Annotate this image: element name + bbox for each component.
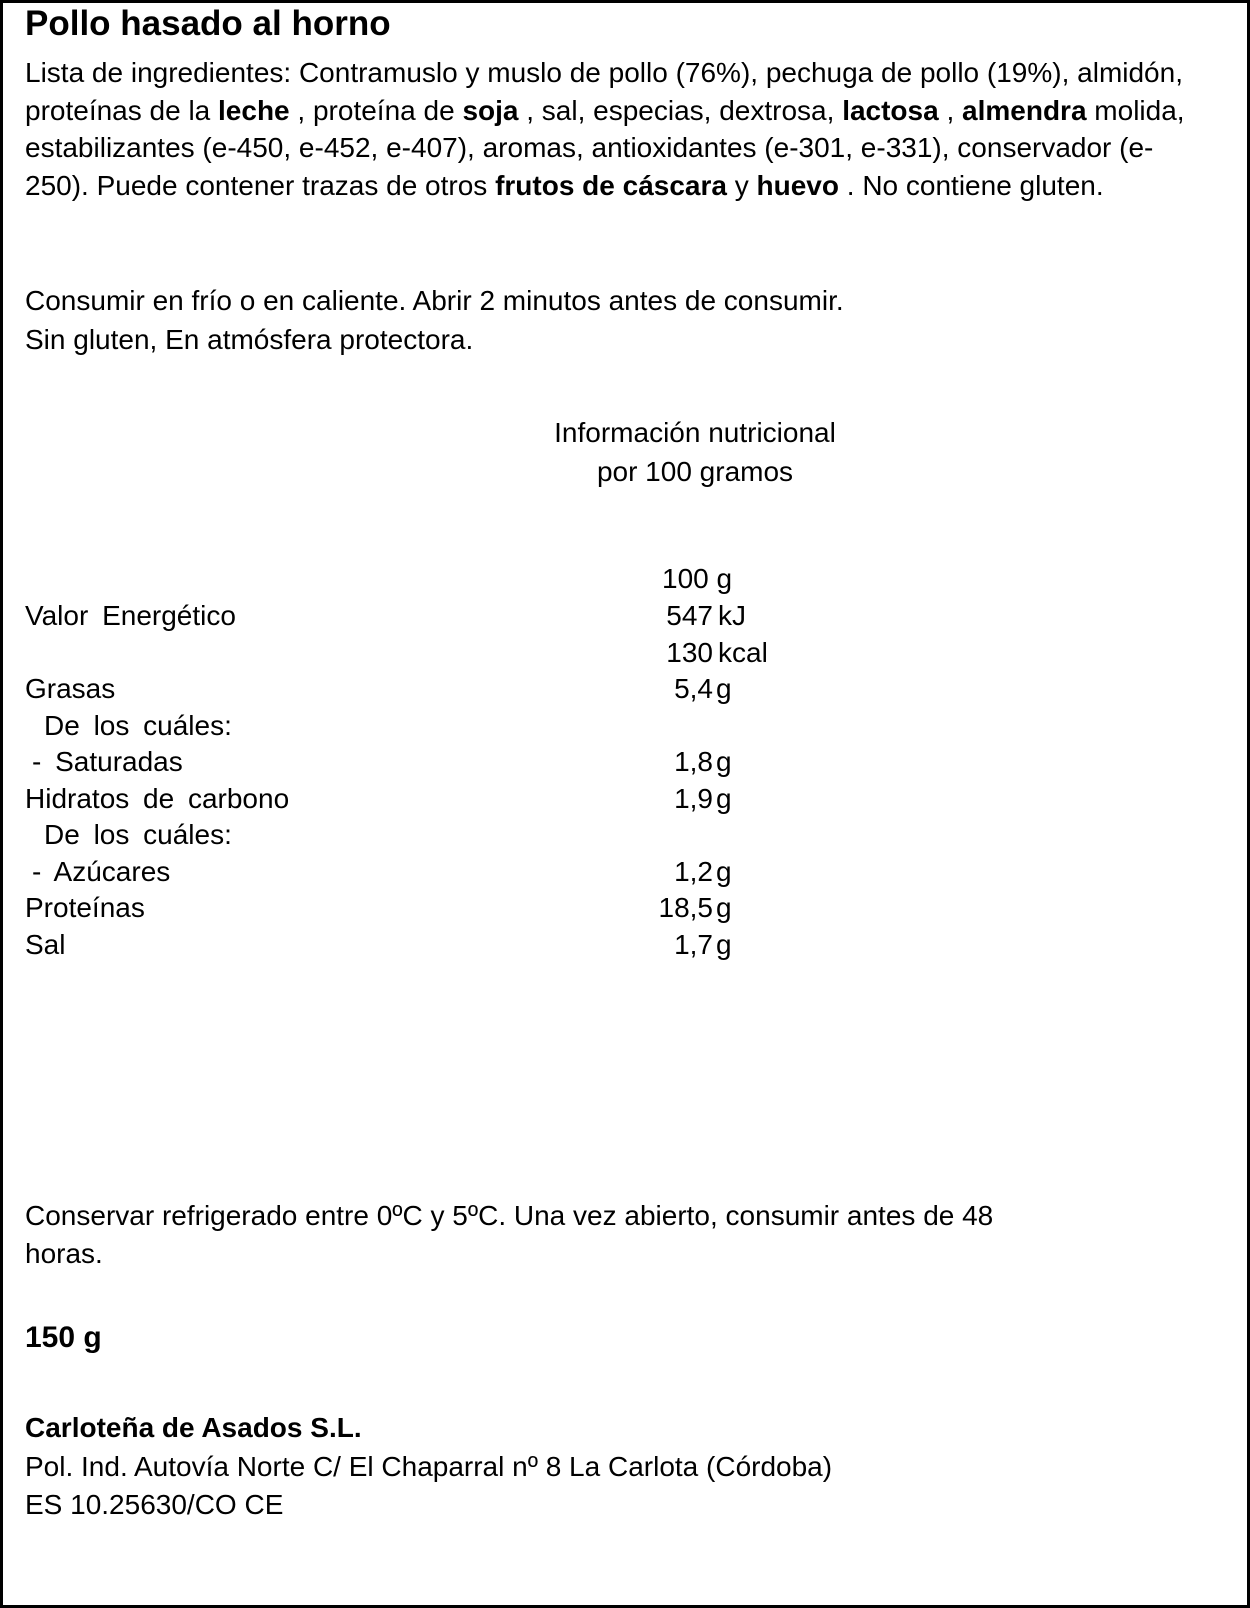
- nutrient-label: Proteínas: [25, 892, 145, 923]
- allergen-highlight: soja: [462, 94, 519, 126]
- energy-kcal-value: 130: [666, 637, 713, 668]
- nutrient-label: Grasas: [25, 673, 116, 704]
- sanitary-registry: ES 10.25630/CO CE: [25, 1489, 284, 1520]
- energy-kj-unit: kJ: [718, 600, 746, 631]
- nutrient-unit: g: [716, 928, 732, 960]
- energy-kj-value: 547: [666, 600, 713, 631]
- nutrient-unit: g: [716, 892, 732, 923]
- storage-instructions-line-1: Conservar refrigerado entre 0ºC y 5ºC. Una vez abierto, consumir antes de 48: [25, 1200, 994, 1231]
- ingredients-text: Lista de ingredientes: Contramuslo y muslo de pollo (76%), pechuga de pollo (19%), almidón, proteínas de la: [25, 57, 1183, 126]
- allergen-highlight: frutos de cáscara: [495, 169, 727, 201]
- net-weight: 150 g: [25, 1321, 102, 1354]
- nutrition-column-header: 100 g: [662, 563, 733, 594]
- nutrient-value: 1,2: [674, 855, 713, 887]
- storage-instructions-line-2: horas.: [25, 1238, 103, 1269]
- nutrient-unit: g: [716, 855, 732, 887]
- nutrition-heading: Información nutricional: [554, 417, 836, 448]
- allergen-highlight: huevo: [756, 169, 839, 201]
- product-title: Pollo hasado al horno: [25, 4, 391, 43]
- nutrient-unit: g: [716, 673, 732, 704]
- nutrient-unit: g: [716, 746, 732, 777]
- nutrient-value: 18,5: [658, 892, 713, 923]
- nutrient-value: 5,4: [674, 673, 713, 704]
- product-claims: Sin gluten, En atmósfera protectora.: [25, 324, 474, 355]
- company-name: Carloteña de Asados S.L.: [25, 1412, 362, 1443]
- energy-kcal-unit: kcal: [718, 637, 768, 668]
- nutrient-value: 1,9: [674, 782, 713, 814]
- allergen-highlight: leche: [218, 94, 290, 126]
- ingredients-text: , sal, especias, dextrosa,: [518, 94, 843, 126]
- company-address: Pol. Ind. Autovía Norte C/ El Chaparral nº 8 La Carlota (Córdoba): [25, 1451, 833, 1482]
- nutrient-label: De los cuáles:: [44, 819, 232, 850]
- energy-label: Valor Energético: [25, 600, 236, 631]
- ingredients-text: . No contiene gluten.: [839, 169, 1104, 201]
- nutrient-label: - Azúcares: [32, 855, 171, 887]
- allergen-highlight: lactosa: [842, 94, 939, 126]
- allergen-highlight: almendra: [962, 94, 1087, 126]
- ingredients-text: molida, estabilizantes (e-450, e-452, e-407), aromas, antioxidantes (e-301, e-331), conservador (e-250). Puede contener trazas de otros: [25, 94, 1185, 201]
- nutrient-value: 1,7: [674, 928, 713, 960]
- nutrient-label: - Saturadas: [32, 746, 183, 777]
- ingredients-text: , proteína de: [289, 94, 463, 126]
- nutrition-subheading: por 100 gramos: [596, 456, 794, 487]
- ingredients-text: ,: [938, 94, 963, 126]
- usage-instructions: Consumir en frío o en caliente. Abrir 2 minutos antes de consumir.: [25, 285, 844, 316]
- nutrient-label: Hidratos de carbono: [25, 782, 290, 814]
- nutrient-unit: g: [716, 782, 732, 814]
- ingredients-list: [25, 54, 1205, 204]
- nutrient-label: Sal: [25, 928, 66, 960]
- nutrient-value: 1,8: [674, 746, 713, 777]
- ingredients-text: y: [726, 169, 757, 201]
- nutrient-label: De los cuáles:: [44, 709, 232, 741]
